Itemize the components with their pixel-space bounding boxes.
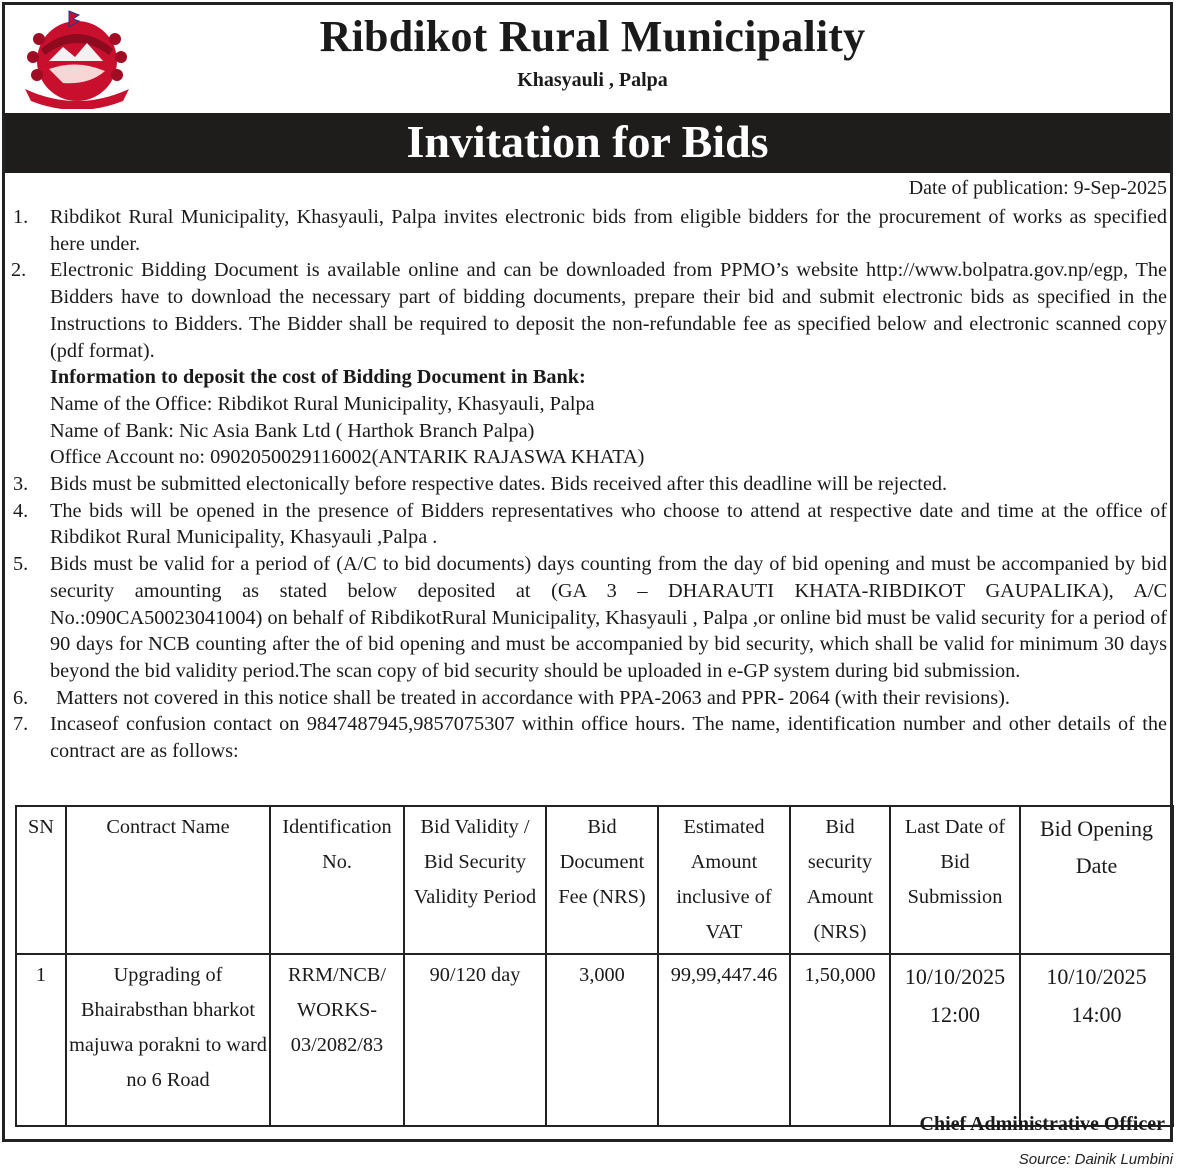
cell-identification-no: RRM/NCB/ WORKS- 03/2082/83: [270, 954, 404, 1126]
item-number: 3.: [13, 473, 29, 496]
table-row: [16, 954, 1173, 1126]
notice-header: [5, 5, 1170, 113]
cell-last-date: 10/10/2025 12:00: [890, 954, 1020, 1126]
bank-info: [13, 364, 1167, 471]
notice-item-2: [13, 257, 1167, 364]
header-security-amount: Bid security Amount (NRS): [790, 806, 890, 954]
header-sn: SN: [16, 806, 66, 954]
header-identification-no: Identification No.: [270, 806, 404, 954]
notice-body: [13, 204, 1167, 765]
cell-document-fee: 3,000: [546, 954, 658, 1126]
item-number: 1.: [13, 206, 29, 228]
notice-item-3: [13, 471, 1167, 498]
publication-date: Date of publication: 9-Sep-2025: [908, 177, 1167, 199]
item-text: The bids will be opened in the presence of Bidders representatives who choose to attend at respective date and time at the office of Ribdikot Rural Municipality, Khasyauli ,Palpa .: [50, 499, 1167, 549]
notice-frame: [2, 2, 1173, 1142]
item-text: Incaseof confusion contact on 9847487945,9857075307 within office hours. The name, identification number and other details of the contract are as follows:: [50, 713, 1167, 763]
source-credit: Source: Dainik Lumbini: [1018, 1151, 1173, 1168]
item-text: Bids must be valid for a period of (A/C to bid documents) days counting from the day of bid opening and must be accompanied by bid security amounting as stated below deposited at (GA 3 – DHARAUTI KHATA-RIBDIKOT GAUPALIKA), A/C No.:090CA50023041004) on behalf of RibdikotRural Municipality, Khasyauli , Palpa ,or online bid must be valid security for a period of 90 days for NCB counting after the of bid opening and must be accompanied by bid security, which shall be valid for minimum 30 days beyond the bid validity period.The scan copy of bid security should be uploaded in e-GP system during bid submission.: [50, 553, 1167, 682]
contract-details-table: [15, 805, 1174, 1127]
header-estimated-amount: Estimated Amount inclusive of VAT: [658, 806, 790, 954]
notice-item-5: [13, 551, 1167, 685]
header-bid-validity: Bid Validity / Bid Security Validity Period: [404, 806, 546, 954]
municipality-title: Ribdikot Rural Municipality: [319, 12, 866, 61]
item-text: Matters not covered in this notice shall be treated in accordance with PPA-2063 and PPR- 2064 (with their revisions).: [56, 686, 1010, 709]
item-number: 7.: [13, 713, 29, 736]
notice-item-7: [13, 711, 1167, 764]
cell-contract-name: Upgrading of Bhairabsthan bharkot majuwa porakni to ward no 6 Road: [66, 954, 270, 1126]
item-text: Bids must be submitted electonically before respective dates. Bids received after this deadline will be rejected.: [50, 473, 948, 496]
cell-sn: 1: [16, 954, 66, 1126]
signatory-title: Chief Administrative Officer: [919, 1113, 1165, 1135]
notice-item-6: [13, 685, 1167, 712]
notice-item-1: [13, 204, 1167, 257]
notice-item-4: [13, 498, 1167, 551]
item-number: 6.: [13, 686, 29, 709]
table-header-row: [16, 806, 1173, 954]
cell-security-amount: 1,50,000: [790, 954, 890, 1126]
item-number: 4.: [13, 499, 29, 522]
bank-info-heading: Information to deposit the cost of Bidding Document in Bank:: [50, 366, 586, 389]
item-text: Ribdikot Rural Municipality, Khasyauli, Palpa invites electronic bids from eligible bidders for the procurement of works as specified here under.: [50, 206, 1167, 255]
item-number: 5.: [13, 553, 29, 576]
item-number: 2.: [11, 259, 27, 282]
item-text: Electronic Bidding Document is available online and can be downloaded from PPMO’s website http://www.bolpatra.gov.np/egp, The Bidders have to download the necessary part of bidding documents, prepare their bid and submit electronic bids as specified in the Instructions to Bidders. The Bidder shall be required to deposit the non-refundable fee as specified below and electronic scanned copy (pdf format).: [50, 259, 1167, 362]
notice-banner: Invitation for Bids: [5, 113, 1170, 173]
municipality-location: Khasyauli , Palpa: [517, 69, 668, 91]
header-opening-date: Bid Opening Date: [1020, 806, 1173, 954]
header-last-date: Last Date of Bid Submission: [890, 806, 1020, 954]
cell-estimated-amount: 99,99,447.46: [658, 954, 790, 1126]
header-contract-name: Contract Name: [66, 806, 270, 954]
account-number: Office Account no: 0902050029116002(ANTARIK RAJASWA KHATA): [50, 446, 645, 469]
cell-bid-validity: 90/120 day: [404, 954, 546, 1126]
office-name: Name of the Office: Ribdikot Rural Municipality, Khasyauli, Palpa: [50, 392, 595, 415]
bank-name: Name of Bank: Nic Asia Bank Ltd ( Harthok Branch Palpa): [50, 419, 535, 442]
cell-opening-date: 10/10/2025 14:00: [1020, 954, 1173, 1126]
header-document-fee: Bid Document Fee (NRS): [546, 806, 658, 954]
